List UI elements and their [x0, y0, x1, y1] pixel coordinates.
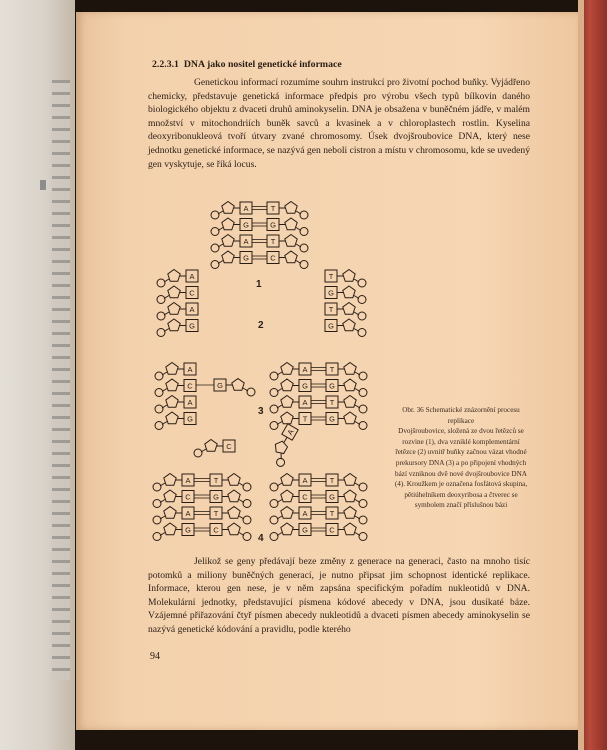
base-letter: A [189, 305, 195, 314]
phosphate-circle [270, 422, 278, 430]
base-letter: G [213, 492, 219, 502]
phosphate-circle [358, 279, 366, 287]
phosphate-circle [247, 388, 255, 396]
phosphate-circle [359, 389, 367, 397]
base-letter: A [243, 204, 249, 213]
phosphate-circle [157, 296, 165, 304]
phosphate-circle [155, 389, 163, 397]
phosphate-circle [270, 533, 278, 541]
base-letter: G [243, 220, 249, 230]
base-letter: A [187, 365, 193, 374]
phosphate-circle [359, 405, 367, 413]
phosphate-circle [243, 483, 251, 491]
base-letter: A [302, 476, 308, 485]
phosphate-circle [270, 372, 278, 380]
base-letter: A [302, 398, 308, 407]
phosphate-circle [359, 422, 367, 430]
deoxyribose-pentagon [228, 490, 240, 502]
base-letter: C [302, 492, 308, 502]
base-letter: G [217, 381, 223, 390]
deoxyribose-pentagon [285, 202, 297, 214]
caption-body: Dvojšroubovice, složená ze dvou řetězců se rozvine (1), dva vzniklé komplementární řetězce (2) uvnitř buňky začnou vázat vhodné prekursory DNA (3) a po připojení vhodných bází vzniknou dvě nové dvojšroubovice DNA (4). Kroužkem je označena fosfátová skupina, pětiúhelníkem deoxyribosa a čtverec se symbolem značí příslušnou bázi [394, 427, 528, 510]
base-letter: G [329, 414, 335, 424]
deoxyribose-pentagon [168, 303, 180, 315]
base-letter: T [329, 365, 335, 374]
phosphate-circle [155, 405, 163, 413]
phosphate-circle [211, 211, 219, 219]
book-edge-stripe [52, 80, 70, 680]
phosphate-circle [270, 500, 278, 508]
phosphate-circle [153, 533, 161, 541]
stage-label: 3 [258, 406, 264, 417]
phosphate-circle [270, 389, 278, 397]
phosphate-circle [270, 483, 278, 491]
base-letter: G [328, 288, 334, 298]
deoxyribose-pentagon [344, 363, 356, 375]
base-letter: G [270, 220, 276, 230]
deoxyribose-pentagon [222, 251, 234, 263]
base-letter: T [270, 237, 276, 246]
base-letter: T [328, 272, 334, 281]
phosphate-circle [359, 372, 367, 380]
phosphate-circle [359, 500, 367, 508]
base-letter: A [185, 509, 191, 518]
base-letter: A [185, 476, 191, 485]
deoxyribose-pentagon [344, 379, 356, 391]
base-letter: A [189, 272, 195, 281]
deoxyribose-pentagon [222, 235, 234, 247]
phosphate-circle [155, 372, 163, 380]
base-letter: C [329, 525, 335, 535]
glycosidic-bond [284, 437, 287, 442]
base-letter: T [329, 509, 335, 518]
deoxyribose-pentagon [228, 474, 240, 486]
base-letter: T [302, 414, 308, 424]
book-spine [578, 0, 607, 750]
deoxyribose-pentagon [222, 202, 234, 214]
base-letter: C [213, 525, 219, 535]
figure-caption [393, 405, 529, 511]
base-letter: T [213, 509, 219, 518]
deoxyribose-pentagon [166, 412, 178, 424]
phosphate-circle [359, 533, 367, 541]
caption-title: Obr. 36 Schematické znázornění procesu replikace [402, 406, 520, 425]
deoxyribose-pentagon [281, 490, 293, 502]
phosphate-circle [153, 516, 161, 524]
deoxyribose-pentagon [343, 270, 355, 282]
base-letter: G [302, 525, 308, 535]
phosphate-circle [243, 533, 251, 541]
phosphate-circle [211, 244, 219, 252]
paragraph-2: Jelikož se geny předávají beze změny z generace na generaci, často na mnoho tisíc potomků a miliony buněčných generací, je nutno připsat jim schopnost identické replikace. Informace, kterou gen nese, je v něm zapsána specifickým pořadím nukleotidů v DNA. Molekulární jednotky, představující písmena kódové abecedy v DNA, jsou dusíkaté báze. Vzájemné přiřazování čtyř písmen abecedy nukleotidů a dvaceti písmen abecedy aminokyselin se nazývá genetické kódování a pravidlu, podle kterého [148, 556, 530, 635]
deoxyribose-pentagon [343, 303, 355, 315]
page-number: 94 [150, 651, 160, 662]
phosphate-circle [157, 279, 165, 287]
deoxyribose-pentagon [164, 523, 176, 535]
base-letter: A [302, 509, 308, 518]
deoxyribose-pentagon [228, 507, 240, 519]
base-letter: T [329, 476, 335, 485]
deoxyribose-pentagon [164, 474, 176, 486]
deoxyribose-pentagon [281, 363, 293, 375]
base-letter: G [189, 321, 195, 331]
deoxyribose-pentagon [344, 490, 356, 502]
stage-label: 4 [258, 533, 264, 544]
phosphate-circle [157, 312, 165, 320]
section-number: 2.2.3.1 [152, 59, 179, 70]
phosphate-circle [358, 296, 366, 304]
deoxyribose-pentagon [344, 396, 356, 408]
phosphate-circle [270, 405, 278, 413]
deoxyribose-pentagon [272, 439, 288, 456]
deoxyribose-pentagon [344, 474, 356, 486]
base-letter: G [185, 525, 191, 535]
phosphate-circle [358, 329, 366, 337]
deoxyribose-pentagon [166, 379, 178, 391]
free-nucleotide [267, 424, 303, 468]
deoxyribose-pentagon [344, 507, 356, 519]
base-letter: C [187, 381, 193, 391]
phosphate-circle [300, 261, 308, 269]
phosphate-circle [359, 516, 367, 524]
base-letter: A [187, 398, 193, 407]
phosphate-circle [157, 329, 165, 337]
base-letter: T [329, 398, 335, 407]
book-edge-mark [40, 180, 46, 190]
phosphate-circle [300, 228, 308, 236]
base-letter: C [270, 253, 276, 263]
deoxyribose-pentagon [343, 286, 355, 298]
deoxyribose-pentagon [285, 218, 297, 230]
phosphate-circle [155, 422, 163, 430]
deoxyribose-pentagon [166, 363, 178, 375]
deoxyribose-pentagon [281, 507, 293, 519]
phosphate-circle [194, 449, 202, 457]
deoxyribose-pentagon [168, 270, 180, 282]
deoxyribose-pentagon [281, 396, 293, 408]
phosphate-circle [358, 312, 366, 320]
deoxyribose-pentagon [344, 523, 356, 535]
base-letter: G [187, 414, 193, 424]
base-letter: A [243, 237, 249, 246]
deoxyribose-pentagon [281, 474, 293, 486]
base-letter: C [226, 442, 232, 451]
deoxyribose-pentagon [168, 286, 180, 298]
base-letter: A [285, 427, 296, 437]
deoxyribose-pentagon [232, 379, 244, 391]
replication-figure [140, 192, 388, 550]
base-letter: T [270, 204, 276, 213]
phosphate-circle [275, 457, 286, 468]
stage-label: 2 [258, 320, 264, 331]
deoxyribose-pentagon [222, 218, 234, 230]
section-title: DNA jako nositel genetické informace [183, 59, 342, 70]
deoxyribose-pentagon [205, 440, 217, 452]
base-letter: T [213, 476, 219, 485]
phosphate-circle [270, 516, 278, 524]
base-letter: C [185, 492, 191, 502]
stage-label: 1 [256, 279, 262, 290]
deoxyribose-pentagon [281, 412, 293, 424]
deoxyribose-pentagon [228, 523, 240, 535]
deoxyribose-pentagon [281, 523, 293, 535]
deoxyribose-pentagon [285, 235, 297, 247]
phosphate-circle [359, 483, 367, 491]
deoxyribose-pentagon [166, 396, 178, 408]
base-letter: G [302, 381, 308, 391]
base-letter: G [329, 492, 335, 502]
deoxyribose-pentagon [164, 490, 176, 502]
base-letter: G [328, 321, 334, 331]
deoxyribose-pentagon [343, 319, 355, 331]
paragraph-1: Genetickou informací rozumíme souhrn instrukcí pro životní pochod buňky. Vyjádřeno chemicky, představuje genetická informace předpis pro výrobu všech typů bílkovin daného biologického objektu z dvaceti druhů aminokyselin. DNA je obsažena v buněčném jádře, v malém množství v mitochondriích buněk savců a kvasinek a v chloroplastech rostlin. Kyselina deoxyribonukleová tvoří útvary zvané chromosomy. Úsek dvojšroubovice DNA, který nese jednotku genetické informace, se nazývá gen neboli cistron a místu v chromosomu, kde se uvedený gen vyskytuje, se říká locus. [148, 77, 530, 170]
phosphate-circle [211, 228, 219, 236]
base-letter: T [328, 305, 334, 314]
phosphate-circle [153, 483, 161, 491]
phosphate-circle [300, 244, 308, 252]
phosphate-circle [243, 500, 251, 508]
base-letter: C [189, 288, 195, 298]
deoxyribose-pentagon [285, 251, 297, 263]
phosphate-circle [243, 516, 251, 524]
deoxyribose-pentagon [164, 507, 176, 519]
deoxyribose-pentagon [281, 379, 293, 391]
section-heading [152, 58, 342, 72]
adjacent-book-edge [0, 0, 75, 750]
base-letter: A [302, 365, 308, 374]
phosphate-circle [211, 261, 219, 269]
base-letter: G [329, 381, 335, 391]
deoxyribose-pentagon [168, 319, 180, 331]
phosphate-circle [300, 211, 308, 219]
deoxyribose-pentagon [344, 412, 356, 424]
base-letter: G [243, 253, 249, 263]
phosphate-circle [153, 500, 161, 508]
